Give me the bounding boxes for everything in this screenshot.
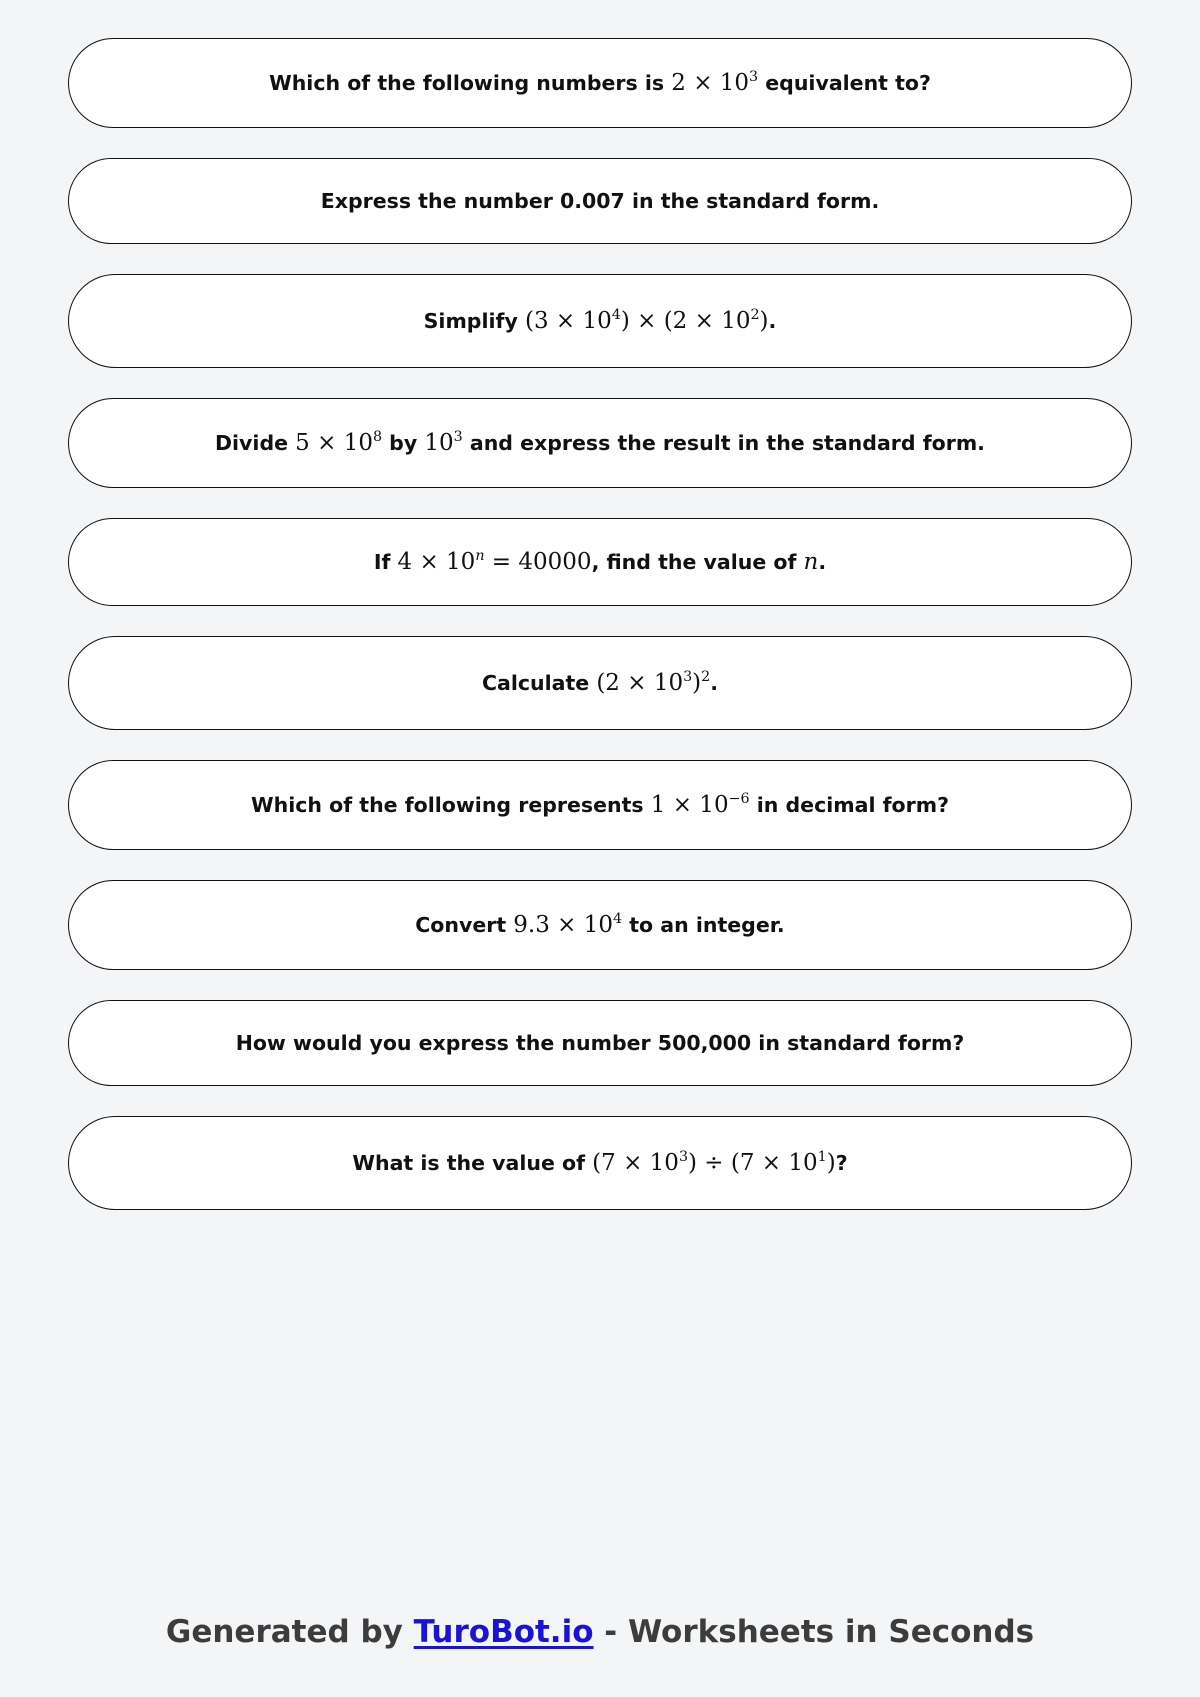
math-exponent: 4: [613, 911, 623, 928]
question-card: [68, 880, 1132, 970]
question-card: [68, 518, 1132, 606]
question-card: [68, 760, 1132, 850]
math-exponent: 4: [611, 307, 621, 324]
math-variable: n: [803, 549, 819, 575]
question-text-segment: to an integer.: [622, 913, 785, 937]
math-term: ) ÷ (7 × 10: [688, 1150, 818, 1176]
math-term: (3 × 10: [524, 308, 612, 334]
question-text: [321, 189, 880, 213]
math-exponent: [475, 548, 484, 564]
question-text-segment: ?: [835, 1151, 848, 1175]
math-exponent: 3: [678, 1149, 689, 1166]
question-card: [68, 1116, 1132, 1210]
math-exponent: 2: [750, 307, 760, 324]
question-text: [215, 430, 985, 456]
footer-suffix: - Worksheets in Seconds: [593, 1614, 1035, 1650]
math-term: 5 × 10: [295, 430, 373, 456]
footer-prefix: Generated by: [165, 1614, 414, 1650]
question-text-segment: in decimal form?: [749, 793, 949, 817]
question-text-segment: .: [710, 671, 719, 695]
math-term: ) × (2 × 10: [620, 308, 751, 334]
math-term: 9.3 × 10: [513, 912, 614, 938]
question-text-segment: Calculate: [481, 671, 597, 695]
math-variable: n: [475, 548, 485, 565]
math-term: 1 × 10: [650, 792, 729, 818]
question-card: [68, 636, 1132, 730]
question-list: [68, 38, 1132, 1210]
math-expression: [592, 1150, 836, 1176]
math-expression: [525, 308, 769, 334]
question-card: [68, 1000, 1132, 1086]
question-text: [415, 912, 784, 938]
math-exponent: 3: [453, 429, 463, 446]
math-term: (2 × 10: [596, 670, 684, 696]
question-text-segment: , find the value of: [591, 550, 804, 574]
question-text-segment: Convert: [415, 913, 514, 937]
question-text-segment: Which of the following numbers is: [269, 71, 672, 95]
question-text-segment: by: [382, 431, 425, 455]
question-text-segment: .: [818, 550, 827, 574]
question-card: [68, 274, 1132, 368]
question-text-segment: Which of the following represents: [251, 793, 651, 817]
question-text-segment: Express the number 0.007 in the standard form.: [320, 189, 880, 213]
question-text: [482, 670, 718, 696]
math-exponent: 2: [701, 669, 711, 686]
math-term: ): [759, 308, 769, 334]
math-term: = 40000: [484, 549, 592, 575]
math-term: 2 × 10: [671, 70, 750, 96]
math-term: 10: [424, 430, 454, 456]
math-exponent: 3: [683, 669, 693, 686]
footer: [0, 1614, 1200, 1650]
question-card: [68, 38, 1132, 128]
question-text-segment: If: [373, 550, 398, 574]
question-text: [352, 1150, 847, 1176]
math-term: ): [826, 1150, 836, 1176]
math-expression: [651, 792, 750, 818]
math-expression: [596, 670, 710, 696]
question-text-segment: and express the result in the standard form.: [462, 431, 985, 455]
math-expression: [804, 549, 819, 575]
question-card: [68, 398, 1132, 488]
question-text-segment: equivalent to?: [758, 71, 931, 95]
question-text: [269, 70, 931, 96]
question-text: [374, 549, 826, 575]
math-term: ): [692, 670, 702, 696]
question-text-segment: .: [768, 309, 777, 333]
turobot-link[interactable]: TuroBot.io: [413, 1614, 594, 1650]
math-exponent: 8: [372, 429, 383, 446]
math-exponent: −6: [728, 791, 750, 808]
math-exponent: 3: [749, 69, 759, 86]
math-expression: [513, 912, 622, 938]
question-card: [68, 158, 1132, 244]
question-text-segment: How would you express the number 500,000 in standard form?: [235, 1031, 965, 1055]
math-exponent: 1: [817, 1149, 827, 1166]
math-expression: [424, 430, 462, 456]
question-text-segment: Divide: [215, 431, 296, 455]
math-term: (7 × 10: [592, 1150, 679, 1176]
math-expression: [295, 430, 382, 456]
question-text: [236, 1031, 965, 1055]
math-expression: [398, 549, 592, 575]
question-text-segment: What is the value of: [352, 1151, 593, 1175]
question-text: [251, 792, 949, 818]
question-text-segment: Simplify: [423, 309, 525, 333]
math-term: 4 × 10: [397, 549, 476, 575]
question-text: [424, 308, 777, 334]
math-expression: [671, 70, 758, 96]
